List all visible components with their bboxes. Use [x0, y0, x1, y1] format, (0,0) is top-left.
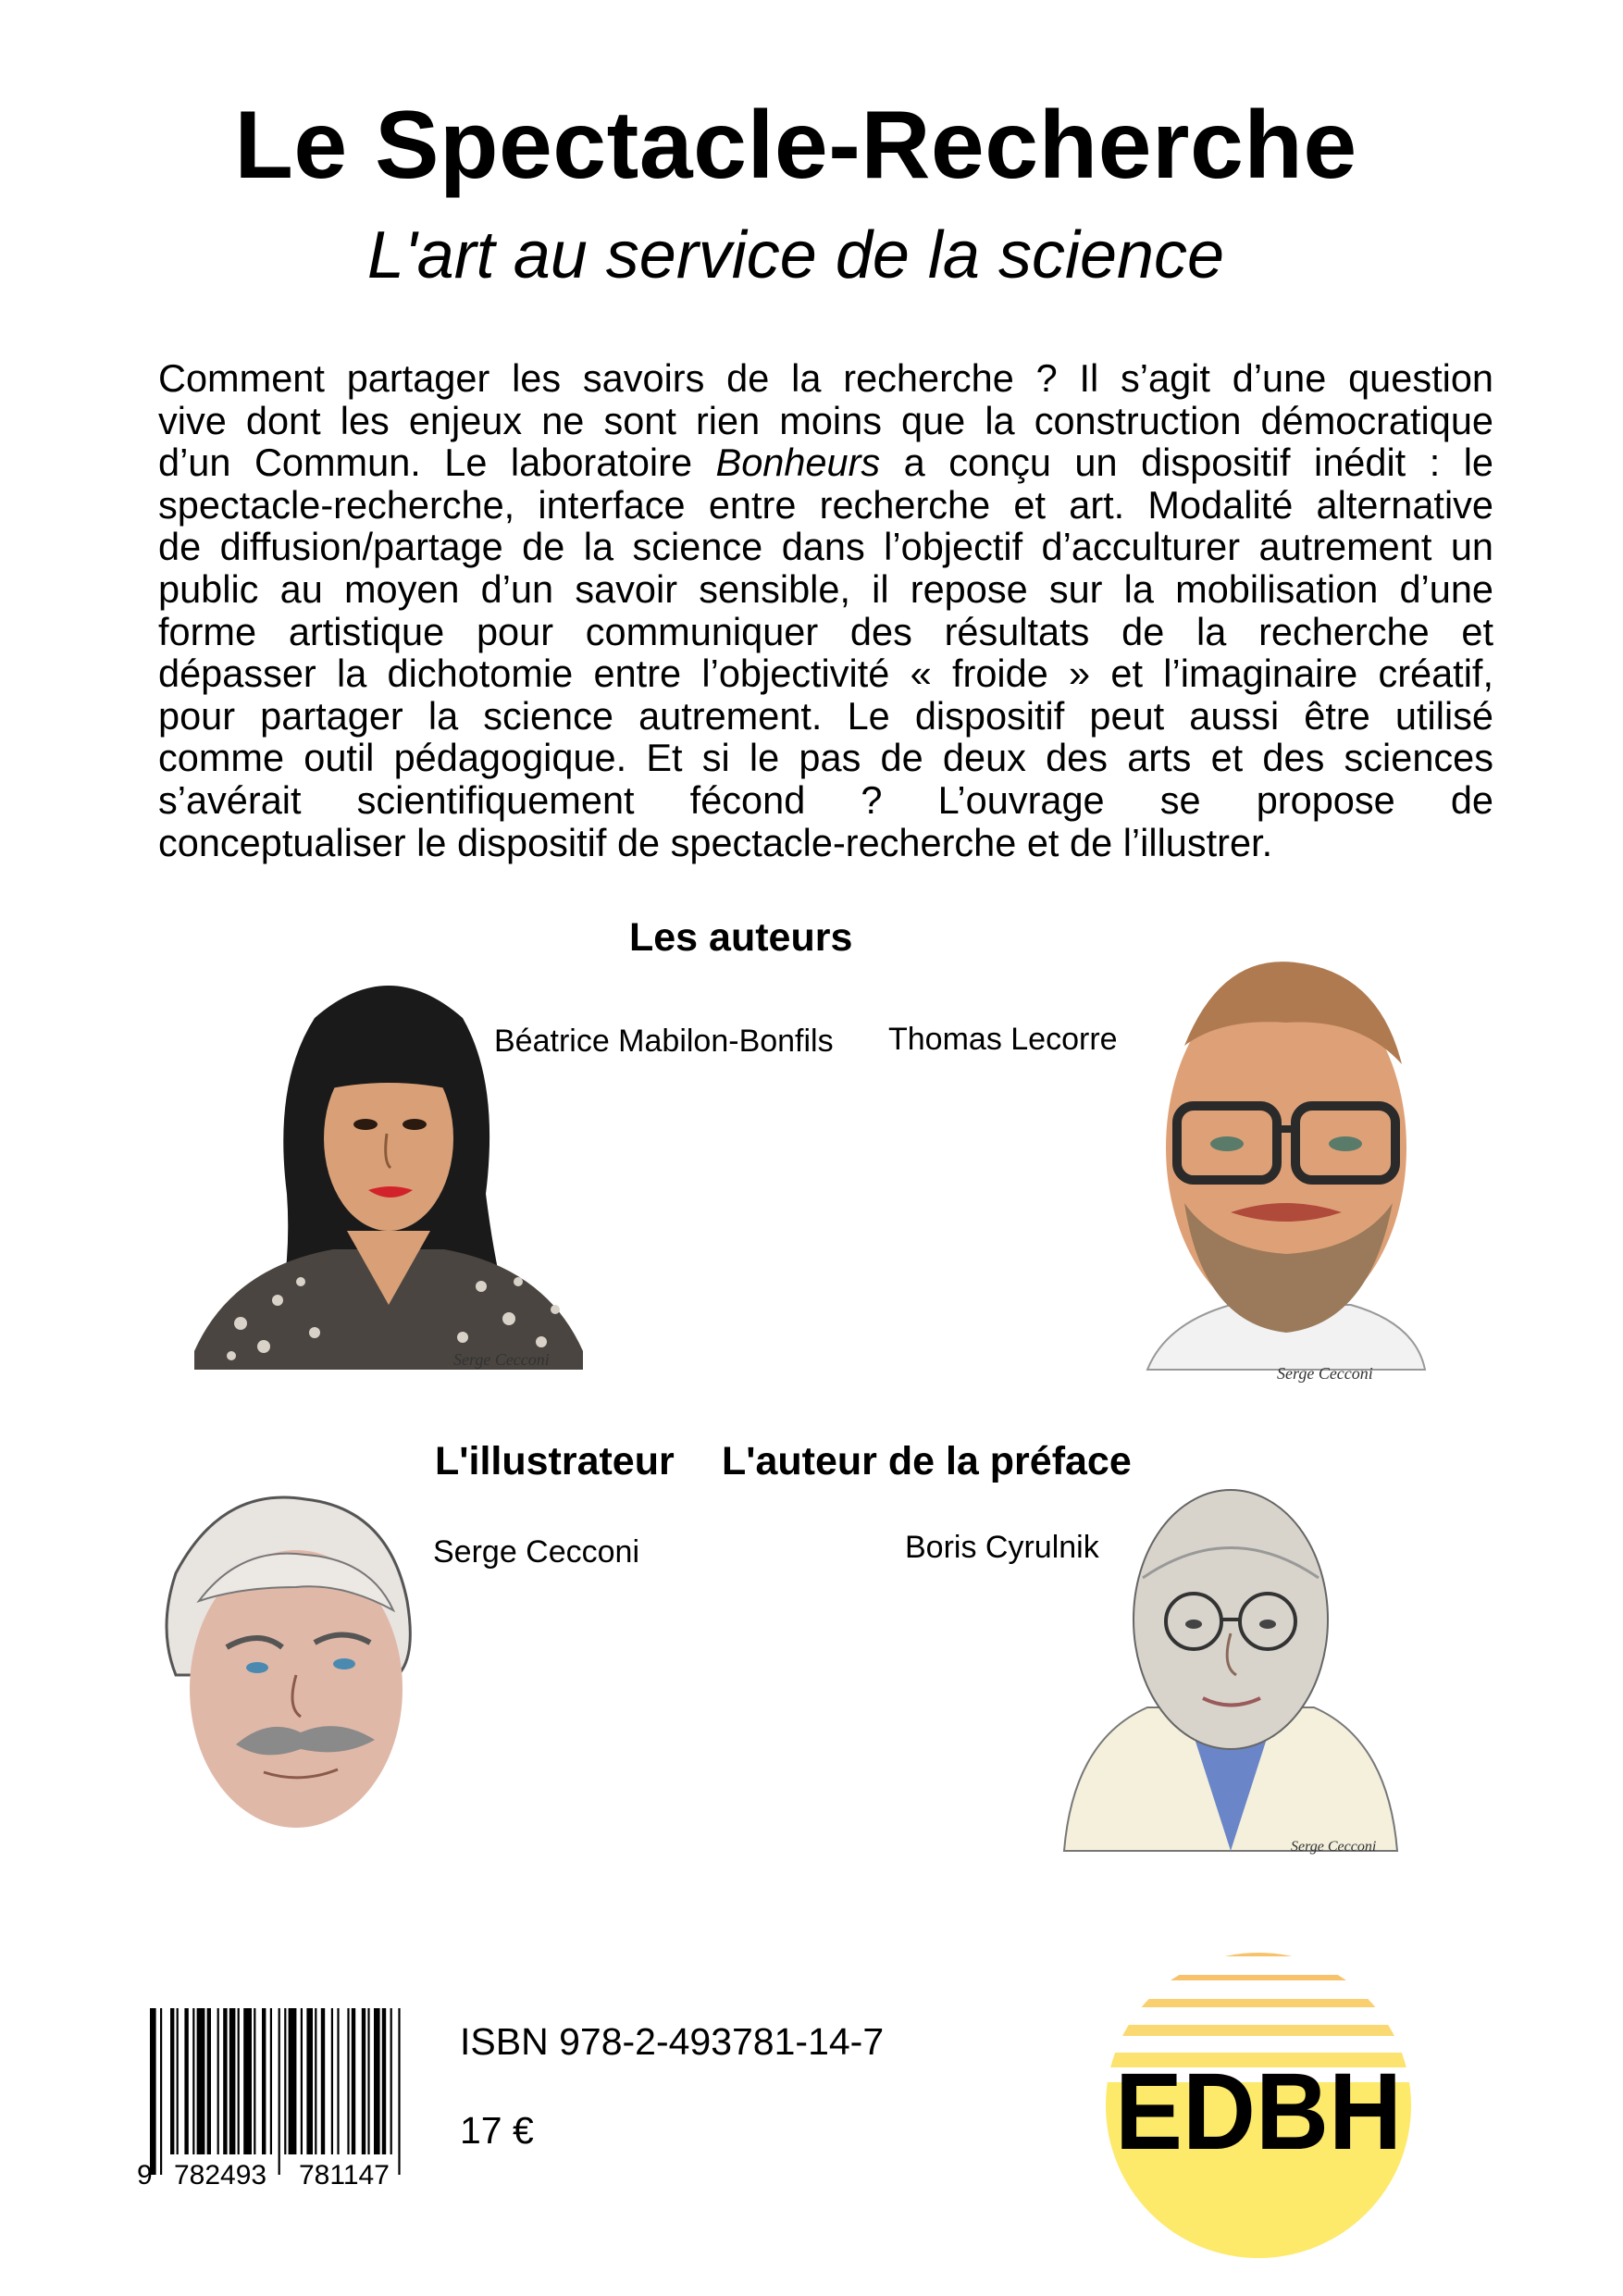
barcode-bar: [367, 2008, 369, 2154]
blurb-line: Comment partager les savoirs de la recherche ? Il s’agit d’une question: [158, 356, 1493, 400]
publisher-logo: [1101, 1943, 1416, 2258]
barcode-bar: [160, 2008, 162, 2175]
barcode-bar: [254, 2008, 255, 2154]
barcode-bar: [331, 2008, 333, 2154]
blurb-line: de diffusion/partage de la science dans l’objectif d’acculturer autrement un: [158, 525, 1493, 569]
author-name-2: Thomas Lecorre: [888, 1022, 1118, 1057]
barcode-bar: [238, 2008, 240, 2154]
blurb-line: dépasser la dichotomie entre l’objectivité « froide » et l’imaginaire créatif,: [158, 652, 1493, 696]
barcode-bar: [306, 2008, 313, 2154]
artist-signature: Serge Cecconi: [453, 1350, 550, 1369]
artist-signature: Serge Cecconi: [1277, 1364, 1373, 1383]
barcode-right-digits: 781147: [299, 2160, 390, 2189]
illustrator-name: Serge Cecconi: [433, 1534, 640, 1570]
blurb-line: [158, 441, 1493, 484]
preface-author-name: Boris Cyrulnik: [905, 1530, 1099, 1565]
barcode-bar: [398, 2008, 400, 2175]
barcode-bar: [347, 2008, 349, 2154]
publisher-logo-text: EDBH: [1115, 2051, 1402, 2173]
price-label: 17 €: [460, 2109, 534, 2152]
barcode-bar: [301, 2008, 303, 2154]
blurb-line: s’avérait scientifiquement fécond ? L’ouvrage se propose de: [158, 777, 1493, 822]
blurb-text: d’un Commun. Le laboratoire: [158, 441, 716, 485]
barcode-bar: [184, 2008, 188, 2154]
barcode-bar: [279, 2008, 280, 2175]
book-title: Le Spectacle-Recherche: [234, 92, 1357, 199]
barcode-bar: [284, 2008, 286, 2154]
barcode-bar: [223, 2008, 227, 2154]
isbn-label: ISBN 978-2-493781-14-7: [460, 2020, 885, 2063]
preface-author-portrait: [1055, 1481, 1406, 1860]
lab-name: Bonheurs: [715, 441, 881, 485]
barcode-bar: [150, 2008, 156, 2175]
barcode-bar: [374, 2008, 380, 2154]
author-portrait-2: [1138, 935, 1434, 1388]
book-subtitle: L'art au service de la science: [366, 218, 1225, 292]
author-portrait-1: [176, 962, 601, 1370]
barcode-bar: [262, 2008, 266, 2154]
barcode-bar: [315, 2008, 316, 2154]
blurb-line: conceptualiser le dispositif de spectacle-recherche et de l’illustrer.: [158, 820, 1273, 864]
illustrator-portrait: [148, 1490, 426, 1860]
barcode-bar: [352, 2008, 355, 2154]
barcode-bar: [217, 2008, 219, 2154]
barcode-bar: [382, 2008, 386, 2154]
blurb-line: spectacle-recherche, interface entre recherche et art. Modalité alternative: [158, 482, 1493, 527]
artist-signature: Serge Cecconi: [1291, 1839, 1377, 1855]
blurb-line: vive dont les enjeux ne sont rien moins que la construction démocratique: [158, 398, 1493, 442]
preface-heading: L'auteur de la préface: [722, 1439, 1132, 1483]
barcode-bars: [150, 2008, 401, 2175]
barcode-bar: [229, 2008, 236, 2154]
barcode-bar: [177, 2008, 179, 2154]
barcode-bar: [270, 2008, 272, 2154]
author-name-1: Béatrice Mabilon-Bonfils: [494, 1024, 834, 1059]
blurb-line: public au moyen d’un savoir sensible, il repose sur la mobilisation d’une: [158, 566, 1493, 611]
blurb-text: a conçu un dispositif inédit : le: [880, 441, 1493, 485]
barcode-bar: [337, 2008, 339, 2154]
barcode-bar: [362, 2008, 365, 2154]
barcode-first-digit: 9: [137, 2160, 153, 2189]
barcode-bar: [390, 2008, 392, 2154]
barcode-bar: [243, 2008, 252, 2154]
authors-heading: Les auteurs: [629, 915, 853, 960]
blurb-line: forme artistique pour communiquer des résultats de la recherche et: [158, 609, 1493, 653]
barcode-bar: [321, 2008, 325, 2154]
illustrator-heading: L'illustrateur: [435, 1439, 675, 1483]
isbn-barcode: [137, 2008, 426, 2189]
barcode-left-digits: 782493: [174, 2160, 267, 2189]
barcode-bar: [197, 2008, 205, 2154]
barcode-bar: [192, 2008, 194, 2154]
barcode-bar: [170, 2008, 174, 2154]
barcode-bar: [207, 2008, 211, 2154]
barcode-bar: [289, 2008, 297, 2154]
back-cover-blurb: [158, 357, 1493, 863]
blurb-line: comme outil pédagogique. Et si le pas de deux des arts et des sciences: [158, 736, 1493, 780]
blurb-line: pour partager la science autrement. Le dispositif peut aussi être utilisé: [158, 693, 1493, 738]
